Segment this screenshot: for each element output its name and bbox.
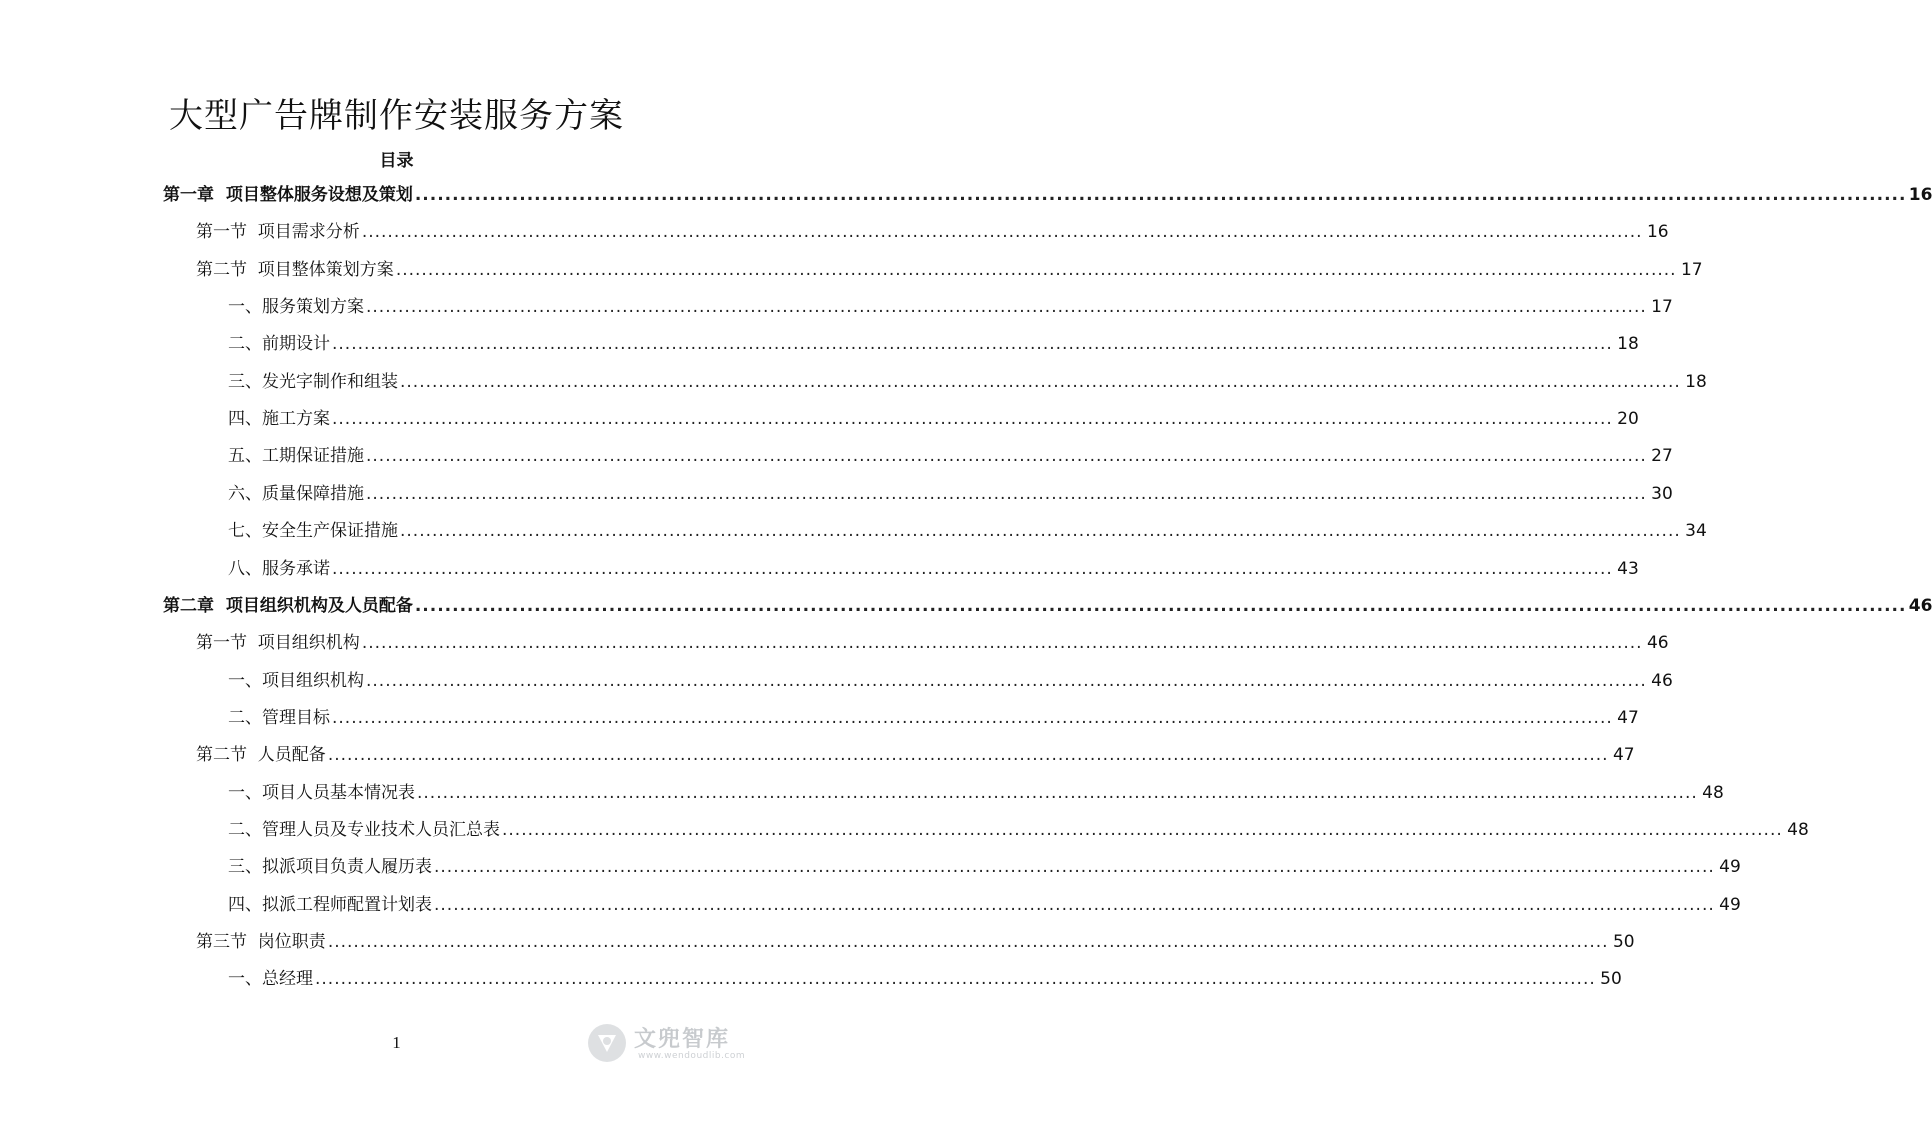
toc-chapter-entry[interactable] <box>163 588 1932 625</box>
toc-entry-label: 一、项目人员基本情况表 <box>228 782 415 803</box>
toc-entry-label: 一、总经理 <box>228 969 313 990</box>
toc-entry-page: 50 <box>1600 969 1622 990</box>
toc-subsection-entry[interactable] <box>228 775 1724 812</box>
toc-leader-dots: ........................................................................................................................................................................................................ <box>502 819 1783 840</box>
toc-leader-dots: ........................................................................................................................................................................................................ <box>395 259 1677 280</box>
watermark-url: www.wendoudlib.com <box>638 1051 746 1061</box>
toc-subsection-entry[interactable] <box>228 700 1639 737</box>
toc-leader-dots: ........................................................................................................................................................................................................ <box>361 222 1643 243</box>
toc-entry-page: 48 <box>1787 819 1809 840</box>
toc-section-entry[interactable] <box>196 924 1635 961</box>
toc-heading: 目录 <box>379 151 414 171</box>
toc-leader-dots: ........................................................................................................................................................................................................ <box>332 334 1613 355</box>
toc-section-entry[interactable] <box>196 737 1635 774</box>
toc-entry-label: 第三节 岗位职责 <box>196 932 326 952</box>
toc-entry-label: 第一节 项目需求分析 <box>196 222 360 243</box>
toc-leader-dots: ........................................................................................................................................................................................................ <box>400 371 1681 392</box>
toc-entry-page: 50 <box>1612 932 1635 952</box>
toc-entry-label: 六、质量保障措施 <box>228 483 364 504</box>
toc-entry-label: 二、前期设计 <box>228 334 330 355</box>
toc-entry-page: 30 <box>1651 483 1673 504</box>
toc-subsection-entry[interactable] <box>228 401 1639 438</box>
toc-leader-dots: ........................................................................................................................................................................................................ <box>434 857 1715 878</box>
toc-subsection-entry[interactable] <box>228 961 1622 998</box>
page-number: 1 <box>392 1033 401 1052</box>
toc-entry-label: 四、拟派工程师配置计划表 <box>228 894 432 915</box>
toc-entry-page: 47 <box>1617 707 1639 728</box>
toc-leader-dots: ........................................................................................................................................................................................................ <box>332 558 1613 579</box>
toc-subsection-entry[interactable] <box>228 476 1673 513</box>
toc-entry-page: 17 <box>1651 297 1673 318</box>
toc-leader-dots: ........................................................................................................................................................................................................ <box>332 707 1613 728</box>
toc-entry-page: 18 <box>1685 371 1707 392</box>
toc-section-entry[interactable] <box>196 625 1669 662</box>
toc-subsection-entry[interactable] <box>228 513 1707 550</box>
toc-entry-label: 第一节 项目组织机构 <box>196 633 360 654</box>
toc-entry-label: 三、发光字制作和组装 <box>228 371 398 392</box>
toc-subsection-entry[interactable] <box>228 326 1639 363</box>
toc-subsection-entry[interactable] <box>228 364 1707 401</box>
toc-entry-page: 49 <box>1719 857 1741 878</box>
toc-leader-dots: ........................................................................................................................................................................................................ <box>366 297 1647 318</box>
toc-entry-label: 第二章 项目组织机构及人员配备 <box>163 595 413 616</box>
toc-subsection-entry[interactable] <box>228 663 1673 700</box>
toc-entry-page: 20 <box>1617 409 1639 430</box>
toc-entry-page: 47 <box>1612 745 1635 766</box>
toc-entry-label: 二、管理目标 <box>228 707 330 728</box>
toc-subsection-entry[interactable] <box>228 438 1673 475</box>
toc-entry-label: 三、拟派项目负责人履历表 <box>228 857 432 878</box>
watermark <box>586 1018 766 1074</box>
toc-entry-label: 四、施工方案 <box>228 409 330 430</box>
toc-leader-dots: ........................................................................................................................................................................................................ <box>366 670 1647 691</box>
toc-leader-dots: ........................................................................................................................................................................................................ <box>417 782 1698 803</box>
toc-leader-dots: ........................................................................................................................................................................................................ <box>327 932 1609 952</box>
toc-chapter-entry[interactable] <box>163 177 1932 214</box>
toc-leader-dots: ........................................................................................................................................................................................................ <box>400 521 1681 542</box>
document-title: 大型广告牌制作安装服务方案 <box>169 96 624 136</box>
toc-subsection-entry[interactable] <box>228 887 1741 924</box>
toc-leader-dots: ........................................................................................................................................................................................................ <box>366 446 1647 467</box>
toc-entry-label: 第一章 项目整体服务设想及策划 <box>163 185 413 205</box>
watermark-text: 文兜智库 <box>634 1027 731 1052</box>
toc-subsection-entry[interactable] <box>228 812 1809 849</box>
toc-entry-page: 16 <box>1908 185 1932 205</box>
toc-subsection-entry[interactable] <box>228 551 1639 588</box>
toc-entry-label: 一、服务策划方案 <box>228 297 364 318</box>
toc-entry-page: 34 <box>1685 521 1707 542</box>
toc-leader-dots: ........................................................................................................................................................................................................ <box>332 409 1613 430</box>
toc-entry-page: 49 <box>1719 894 1741 915</box>
toc-entry-label: 第二节 项目整体策划方案 <box>196 259 394 280</box>
toc-leader-dots: ........................................................................................................................................................................................................ <box>434 894 1715 915</box>
toc-entry-label: 八、服务承诺 <box>228 558 330 579</box>
toc-entry-page: 46 <box>1908 595 1932 616</box>
toc-entry-label: 第二节 人员配备 <box>196 745 326 766</box>
toc-entry-page: 18 <box>1617 334 1639 355</box>
toc-subsection-entry[interactable] <box>228 849 1741 886</box>
toc-entry-label: 五、工期保证措施 <box>228 446 364 467</box>
toc-section-entry[interactable] <box>196 252 1703 289</box>
toc-leader-dots: ........................................................................................................................................................................................................ <box>361 633 1643 654</box>
toc-entry-page: 46 <box>1651 670 1673 691</box>
toc-leader-dots: ........................................................................................................................................................................................................ <box>414 185 1907 205</box>
toc-section-entry[interactable] <box>196 214 1669 251</box>
toc-entry-label: 一、项目组织机构 <box>228 670 364 691</box>
toc-leader-dots: ........................................................................................................................................................................................................ <box>315 969 1596 990</box>
shield-logo-icon <box>586 1022 628 1064</box>
toc-entry-page: 43 <box>1617 558 1639 579</box>
toc-entry-page: 17 <box>1680 259 1703 280</box>
toc-entry-label: 二、管理人员及专业技术人员汇总表 <box>228 819 500 840</box>
toc-leader-dots: ........................................................................................................................................................................................................ <box>366 483 1647 504</box>
toc-entry-page: 16 <box>1646 222 1669 243</box>
toc-entry-page: 46 <box>1646 633 1669 654</box>
toc-entry-page: 27 <box>1651 446 1673 467</box>
toc-entry-label: 七、安全生产保证措施 <box>228 521 398 542</box>
toc-leader-dots: ........................................................................................................................................................................................................ <box>414 595 1907 616</box>
toc-leader-dots: ........................................................................................................................................................................................................ <box>327 745 1609 766</box>
toc-entry-page: 48 <box>1702 782 1724 803</box>
toc-subsection-entry[interactable] <box>228 289 1673 326</box>
